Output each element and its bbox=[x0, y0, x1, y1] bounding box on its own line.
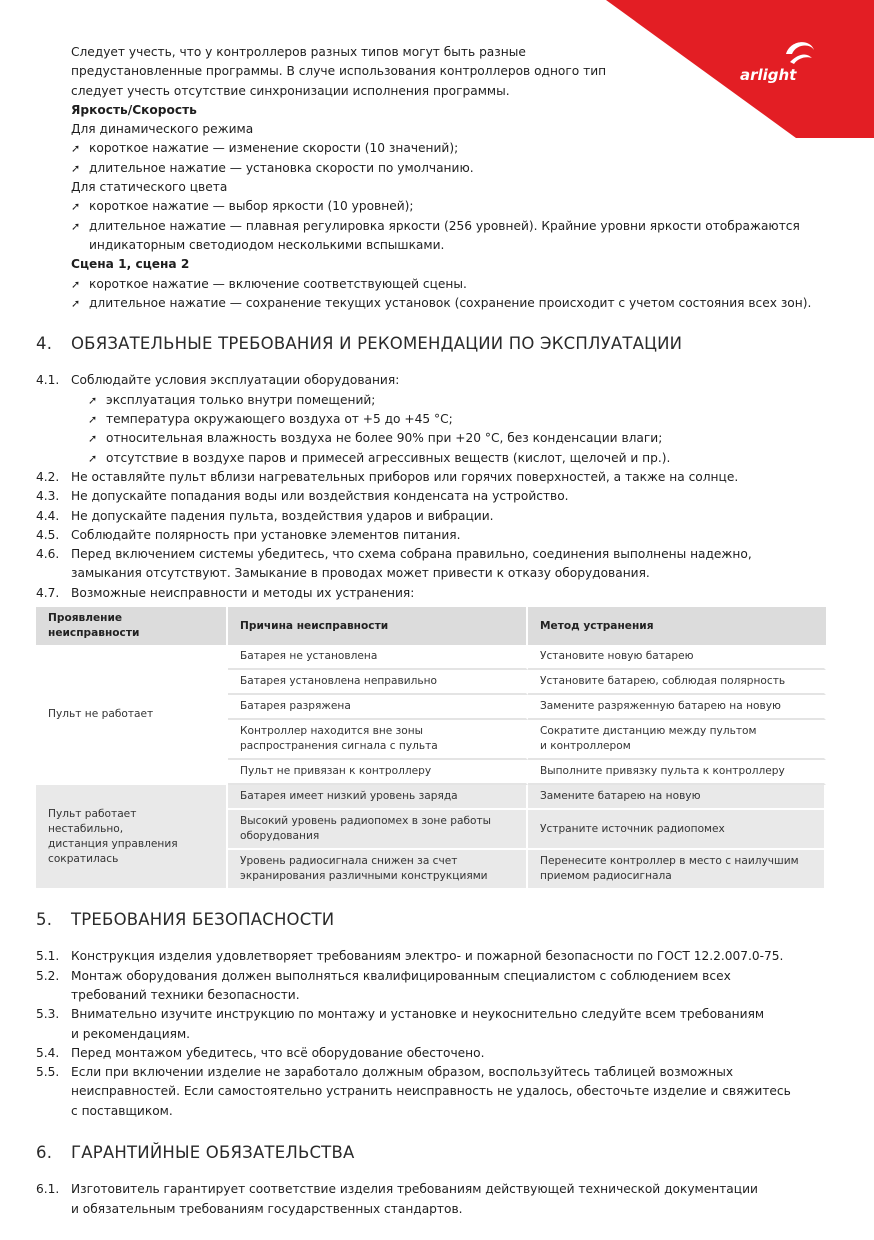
section-6-heading: 6. ГАРАНТИЙНЫЕ ОБЯЗАТЕЛЬСТВА bbox=[36, 1142, 355, 1162]
arrow-bullet-icon: ➚ bbox=[71, 277, 81, 291]
list-item: ➚ длительное нажатие — сохранение текущих установок (сохранение происходит с учетом состояния всех зон). bbox=[36, 294, 836, 313]
arrow-bullet-icon: ➚ bbox=[88, 451, 98, 465]
numbered-item: 6.1. Изготовитель гарантирует соответствие изделия требованиям действующей технической документации и обязательным требованиям государственных стандартов. bbox=[36, 1182, 758, 1216]
numbered-item: 4.7. Возможные неисправности и методы их устранения: bbox=[36, 585, 415, 600]
arrow-bullet-icon: ➚ bbox=[88, 393, 98, 407]
list-item: ➚ относительная влажность воздуха не более 90% при +20 °C, без конденсации влаги; bbox=[36, 429, 836, 448]
column-header: Причина неисправности bbox=[228, 607, 528, 645]
cause-cell: Батарея разряжена bbox=[228, 695, 528, 720]
numbered-item: 4.2. Не оставляйте пульт вблизи нагревательных приборов или горячих поверхностей, а также на солнце. bbox=[36, 469, 739, 484]
numbered-item: 4.3. Не допускайте попадания воды или воздействия конденсата на устройство. bbox=[36, 489, 569, 504]
arlight-logo: arlight bbox=[740, 66, 797, 84]
list-item: ➚ эксплуатация только внутри помещений; bbox=[36, 391, 836, 410]
numbered-item: 5.2. Монтаж оборудования должен выполняться квалифицированным специалистом с соблюдением всех требований техники безопасности. bbox=[36, 968, 731, 1002]
cause-cell: Батарея не установлена bbox=[228, 645, 528, 670]
static-label: Для статического цвета bbox=[71, 180, 228, 195]
list-item: ➚ короткое нажатие — изменение скорости (10 значений); bbox=[36, 139, 836, 158]
section-5-heading: 5. ТРЕБОВАНИЯ БЕЗОПАСНОСТИ bbox=[36, 910, 335, 930]
cause-cell: Уровень радиосигнала снижен за счет экранирования различными конструкциями bbox=[228, 850, 528, 890]
arrow-bullet-icon: ➚ bbox=[88, 413, 98, 427]
cause-cell: Пульт не привязан к контроллеру bbox=[228, 760, 528, 785]
fix-cell: Выполните привязку пульта к контроллеру bbox=[528, 760, 826, 785]
numbered-item: 4.5. Соблюдайте полярность при установке элементов питания. bbox=[36, 527, 461, 542]
numbered-item: 4.6. Перед включением системы убедитесь, что схема собрана правильно, соединения выполнены надежно, замыкания отсутствуют. Замыкание в проводах может привести к отказу оборудования. bbox=[36, 547, 752, 581]
fix-cell: Устраните источник радиопомех bbox=[528, 810, 826, 850]
cause-cell: Высокий уровень радиопомех в зоне работы оборудования bbox=[228, 810, 528, 850]
list-item: ➚ короткое нажатие — включение соответствующей сцены. bbox=[36, 275, 836, 294]
intro-line: следует учесть отсутствие синхронизации исполнения программы. bbox=[71, 83, 510, 98]
column-header: Метод устранения bbox=[528, 607, 826, 645]
document-page bbox=[36, 43, 836, 1219]
arrow-bullet-icon: ➚ bbox=[71, 142, 81, 156]
numbered-item: 4.1. Соблюдайте условия эксплуатации оборудования: bbox=[36, 373, 400, 388]
numbered-item: 5.3. Внимательно изучите инструкцию по монтажу и установке и неукоснительно следуйте всем требованиям и рекомендациям. bbox=[36, 1007, 765, 1041]
arrow-bullet-icon: ➚ bbox=[71, 200, 81, 214]
numbered-item: 5.1. Конструкция изделия удовлетворяет требованиям электро- и пожарной безопасности по ГОСТ 12.2.007.0-75. bbox=[36, 949, 784, 964]
cause-cell: Батарея имеет низкий уровень заряда bbox=[228, 785, 528, 810]
fix-cell: Сократите дистанцию между пультом и контроллером bbox=[528, 720, 826, 760]
cause-cell: Батарея установлена неправильно bbox=[228, 670, 528, 695]
list-item: ➚ длительное нажатие — плавная регулировка яркости (256 уровней). Крайние уровни яркости отображаются индикаторным светодиодом несколькими вспышками. bbox=[71, 218, 800, 252]
fix-cell: Установите новую батарею bbox=[528, 645, 826, 670]
troubleshooting-table bbox=[36, 607, 826, 890]
fix-cell: Замените разряженную батарею на новую bbox=[528, 695, 826, 720]
numbered-item: 5.5. Если при включении изделие не заработало должным образом, воспользуйтесь таблицей возможных неисправностей. Если самостоятельно устранить неисправность не удалось, обесточьте изделие и свяжитесь с поставщиком. bbox=[36, 1065, 791, 1118]
brightness-heading: Яркость/Скорость bbox=[71, 102, 197, 117]
intro-line: предустановленные программы. В случе использования контроллеров одного тип bbox=[71, 64, 607, 79]
scene-heading: Сцена 1, сцена 2 bbox=[71, 257, 190, 272]
section-4-heading: 4. ОБЯЗАТЕЛЬНЫЕ ТРЕБОВАНИЯ И РЕКОМЕНДАЦИИ ПО ЭКСПЛУАТАЦИИ bbox=[36, 334, 683, 354]
arrow-bullet-icon: ➚ bbox=[71, 296, 81, 310]
symptom-cell: Пульт не работает bbox=[36, 645, 228, 785]
table-header-row bbox=[36, 607, 826, 645]
arrow-bullet-icon: ➚ bbox=[88, 432, 98, 446]
column-header: Проявление неисправности bbox=[36, 607, 228, 645]
arrow-bullet-icon: ➚ bbox=[71, 161, 81, 175]
numbered-item: 5.4. Перед монтажом убедитесь, что всё оборудование обесточено. bbox=[36, 1045, 485, 1060]
numbered-item: 4.4. Не допускайте падения пульта, воздействия ударов и вибрации. bbox=[36, 508, 494, 523]
table-row bbox=[36, 785, 826, 810]
list-item: ➚ температура окружающего воздуха от +5 до +45 °C; bbox=[36, 410, 836, 429]
list-item: ➚ короткое нажатие — выбор яркости (10 уровней); bbox=[36, 197, 836, 216]
table-row bbox=[36, 645, 826, 670]
fix-cell: Замените батарею на новую bbox=[528, 785, 826, 810]
fix-cell: Перенесите контроллер в место с наилучшим приемом радиосигнала bbox=[528, 850, 826, 890]
fix-cell: Установите батарею, соблюдая полярность bbox=[528, 670, 826, 695]
symptom-cell: Пульт работает нестабильно, дистанция управления сократилась bbox=[36, 785, 228, 890]
list-item: ➚ отсутствие в воздухе паров и примесей агрессивных веществ (кислот, щелочей и пр.). bbox=[36, 449, 836, 468]
intro-line: Следует учесть, что у контроллеров разных типов могут быть разные bbox=[71, 45, 526, 59]
list-item: ➚ длительное нажатие — установка скорости по умолчанию. bbox=[36, 159, 836, 178]
arrow-bullet-icon: ➚ bbox=[71, 219, 81, 233]
intro-text bbox=[36, 43, 836, 101]
cause-cell: Контроллер находится вне зоны распространения сигнала с пульта bbox=[228, 720, 528, 760]
dynamic-label: Для динамического режима bbox=[71, 122, 254, 137]
